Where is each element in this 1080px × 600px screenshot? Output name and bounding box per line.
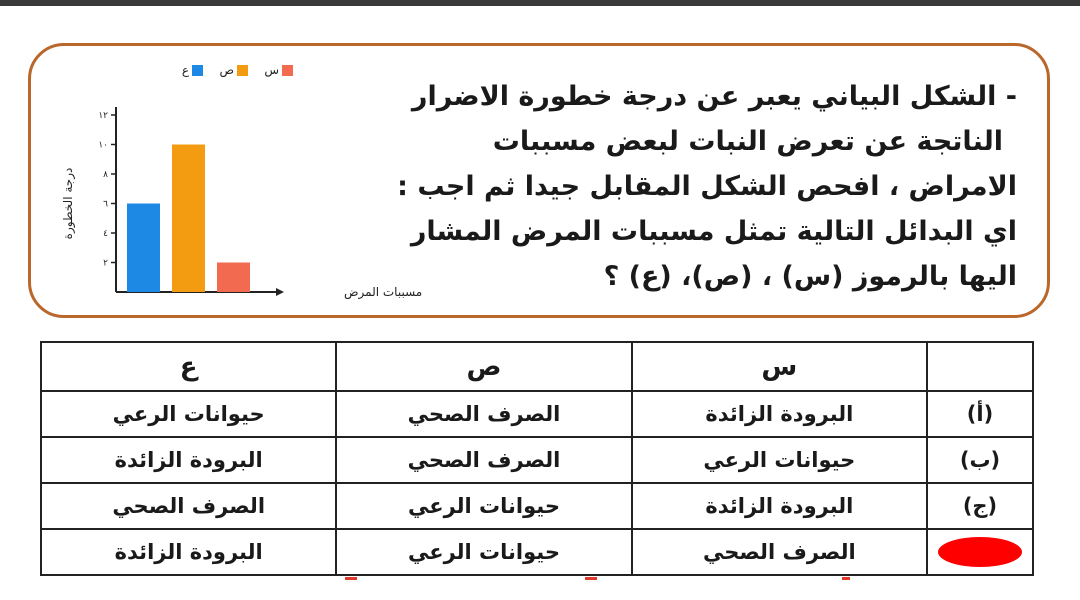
stray-mark: [345, 577, 357, 580]
table-row[interactable]: [41, 483, 1033, 529]
table-cell: البرودة الزائدة: [41, 529, 336, 575]
question-line: الامراض ، افحص الشكل المقابل جيدا ثم اجب :: [397, 171, 1017, 202]
y-tick-label: ٨: [103, 170, 108, 180]
header-cell-s2: ص: [336, 342, 631, 391]
y-axis-label: درجة الخطورة: [61, 167, 75, 240]
table-row[interactable]: [41, 391, 1033, 437]
table-cell: البرودة الزائدة: [632, 391, 927, 437]
legend-swatch: [282, 65, 293, 76]
table-cell: الصرف الصحي: [336, 437, 631, 483]
question-text: [397, 74, 1017, 299]
bar: [217, 263, 250, 293]
option-label-selected[interactable]: [927, 529, 1033, 575]
question-line: - الشكل البياني يعبر عن درجة خطورة الاضرار: [411, 81, 1017, 112]
table-row[interactable]: [41, 437, 1033, 483]
legend-label: ع: [181, 63, 189, 77]
bar: [172, 145, 205, 293]
header-cell-a: ع: [41, 342, 336, 391]
option-label[interactable]: (ب): [927, 437, 1033, 483]
y-tick-label: ١٢: [98, 111, 108, 121]
table-cell: حيوانات الرعي: [336, 529, 631, 575]
table-header-row: [41, 342, 1033, 391]
table-cell: البرودة الزائدة: [632, 483, 927, 529]
legend-swatch: [192, 65, 203, 76]
header-cell-s: س: [632, 342, 927, 391]
question-line: اي البدائل التالية تمثل مسببات المرض المشار: [410, 216, 1017, 247]
legend-swatch: [237, 65, 248, 76]
chart-svg: [46, 60, 423, 305]
y-tick-label: ٦: [103, 199, 108, 210]
table-cell: حيوانات الرعي: [336, 483, 631, 529]
question-line: الناتجة عن تعرض النبات لبعض مسببات: [492, 126, 1003, 157]
legend-label: ص: [219, 63, 234, 77]
table-cell: حيوانات الرعي: [632, 437, 927, 483]
top-border: [0, 0, 1080, 6]
bar: [127, 204, 160, 293]
y-tick-label: ٤: [103, 229, 108, 239]
answer-table: [40, 341, 1034, 576]
question-line: اليها بالرموز (س) ، (ص)، (ع) ؟: [603, 261, 1017, 292]
selected-answer-mark: [938, 537, 1022, 567]
header-cell-empty: [927, 342, 1033, 391]
stray-mark: [585, 577, 597, 580]
y-tick-label: ١٠: [98, 140, 108, 151]
x-axis-arrow: [276, 288, 284, 296]
y-tick-label: ٢: [103, 258, 108, 269]
table-row[interactable]: [41, 529, 1033, 575]
stray-mark: [842, 577, 850, 580]
legend-label: س: [264, 63, 279, 77]
table-cell: الصرف الصحي: [632, 529, 927, 575]
x-axis-label: مسببات المرض: [344, 285, 423, 299]
table-cell: الصرف الصحي: [336, 391, 631, 437]
table-cell: الصرف الصحي: [41, 483, 336, 529]
table-cell: البرودة الزائدة: [41, 437, 336, 483]
table-cell: حيوانات الرعي: [41, 391, 336, 437]
option-label[interactable]: (أ): [927, 391, 1033, 437]
bar-chart: [46, 60, 423, 305]
option-label[interactable]: (ج): [927, 483, 1033, 529]
